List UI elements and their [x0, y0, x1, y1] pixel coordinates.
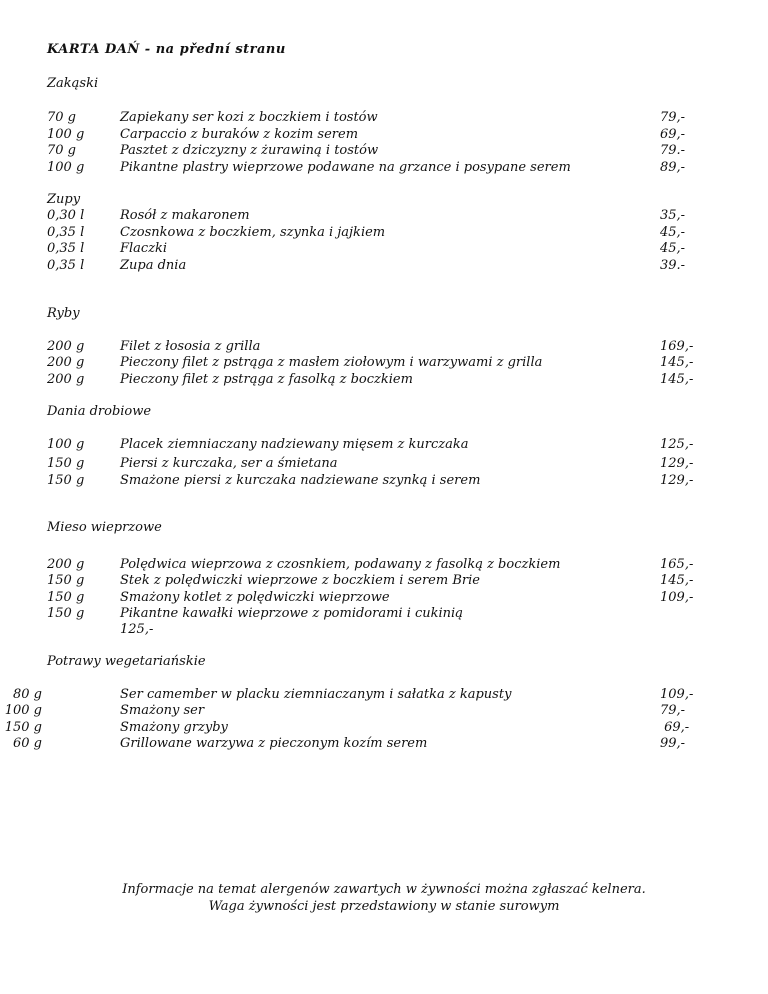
item-price: 79.- [660, 143, 686, 158]
item-name: Pikantne plastry wieprzowe podawane na grzance i posypane serem [120, 160, 571, 175]
item-price: 79,- [660, 110, 686, 125]
menu-item [0, 456, 768, 472]
item-name: Flaczki [120, 241, 168, 256]
footer-allergen-note: Informacje na temat alergenów zawartych w żywności można zgłaszać kelnera. [122, 882, 646, 897]
item-weight: 200 g [47, 339, 85, 354]
menu-item [0, 703, 768, 719]
item-price: 125,- [660, 437, 694, 452]
item-price: 69,- [660, 127, 686, 142]
item-price-wrapped: 125,- [120, 622, 154, 637]
footer-weight-note: Waga żywności jest przedstawiony w stanie surowym [208, 899, 560, 914]
item-price: 69,- [660, 720, 690, 735]
item-weight: 100 g [47, 160, 85, 175]
item-price: 145,- [660, 355, 694, 370]
item-price: 129,- [660, 473, 694, 488]
item-price: 145,- [660, 573, 694, 588]
item-name: Pasztet z dziczyzny z żurawiną i tostów [120, 143, 379, 158]
item-weight: 100 g [4, 703, 42, 718]
menu-item [0, 606, 768, 622]
item-price: 39.- [660, 258, 686, 273]
menu-item [0, 208, 768, 224]
item-name: Piersi z kurczaka, ser a śmietana [120, 456, 338, 471]
item-weight: 0,35 l [47, 225, 85, 240]
item-name: Smażony kotlet z polędwiczki wieprzowe [120, 590, 390, 605]
menu-item [0, 258, 768, 274]
menu-item [0, 437, 768, 453]
item-weight: 70 g [47, 110, 76, 125]
item-name: Pieczony filet z pstrąga z masłem ziołowym i warzywami z grilla [120, 355, 543, 370]
menu-item [0, 557, 768, 573]
section-heading-wege: Potrawy wegetariańskie [47, 654, 206, 669]
menu-item [0, 225, 768, 241]
item-price: 145,- [660, 372, 694, 387]
item-name: Placek ziemniaczany nadziewany mięsem z kurczaka [120, 437, 469, 452]
item-weight: 200 g [47, 372, 85, 387]
section-heading-zupy: Zupy [47, 192, 81, 207]
menu-item [0, 590, 768, 606]
item-weight: 60 g [13, 736, 42, 751]
section-heading-mieso: Mieso wieprzowe [47, 520, 162, 535]
item-weight: 150 g [47, 606, 85, 621]
item-weight: 150 g [47, 456, 85, 471]
item-weight: 150 g [4, 720, 42, 735]
item-price: 89,- [660, 160, 686, 175]
item-price: 169,- [660, 339, 694, 354]
menu-item [0, 355, 768, 371]
item-price: 79,- [660, 703, 686, 718]
item-name: Pikantne kawałki wieprzowe z pomidorami i cukinią [120, 606, 463, 621]
item-name: Filet z łososia z grilla [120, 339, 261, 354]
item-name: Smażony grzyby [120, 720, 228, 735]
menu-item [0, 160, 768, 176]
menu-item [0, 736, 768, 752]
item-weight: 200 g [47, 557, 85, 572]
item-name: Czosnkowa z boczkiem, szynka i jajkiem [120, 225, 386, 240]
item-name: Zapiekany ser kozi z boczkiem i tostów [120, 110, 378, 125]
menu-item [0, 372, 768, 388]
menu-item [0, 473, 768, 489]
item-price: 45,- [660, 241, 686, 256]
item-price: 99,- [660, 736, 686, 751]
menu-item [0, 720, 768, 736]
item-weight: 150 g [47, 573, 85, 588]
item-name: Zupa dnia [120, 258, 187, 273]
item-weight: 0,35 l [47, 241, 85, 256]
item-name: Polędwica wieprzowa z czosnkiem, podawany z fasolką z boczkiem [120, 557, 561, 572]
item-weight: 150 g [47, 590, 85, 605]
menu-item [0, 110, 768, 126]
item-price: 45,- [660, 225, 686, 240]
menu-item [0, 127, 768, 143]
item-name: Smażony ser [120, 703, 205, 718]
item-name: Smażone piersi z kurczaka nadziewane szynką i serem [120, 473, 481, 488]
item-price: 165,- [660, 557, 694, 572]
item-price: 109,- [660, 590, 694, 605]
item-weight: 100 g [47, 127, 85, 142]
menu-item [0, 143, 768, 159]
item-price: 129,- [660, 456, 694, 471]
item-name: Grillowane warzywa z pieczonym kozím serem [120, 736, 428, 751]
section-heading-ryby: Ryby [47, 306, 80, 321]
item-name: Carpaccio z buraków z kozim serem [120, 127, 359, 142]
section-heading-drob: Dania drobiowe [47, 404, 152, 419]
item-name: Stek z polędwiczki wieprzowe z boczkiem i serem Brie [120, 573, 480, 588]
item-price: 35,- [660, 208, 686, 223]
item-weight: 150 g [47, 473, 85, 488]
item-weight: 70 g [47, 143, 76, 158]
item-name: Ser camember w placku ziemniaczanym i sałatka z kapusty [120, 687, 512, 702]
menu-item [0, 573, 768, 589]
menu-item [0, 241, 768, 257]
menu-item [0, 687, 768, 703]
item-weight: 0,30 l [47, 208, 85, 223]
menu-item [0, 339, 768, 355]
item-name: Pieczony filet z pstrąga z fasolką z boczkiem [120, 372, 413, 387]
menu-title: KARTA DAŃ - na přední stranu [47, 42, 286, 57]
section-heading-zakaski: Zakąski [47, 76, 99, 91]
item-weight: 200 g [47, 355, 85, 370]
item-weight: 80 g [13, 687, 42, 702]
item-weight: 0,35 l [47, 258, 85, 273]
item-price: 109,- [660, 687, 694, 702]
item-name: Rosół z makaronem [120, 208, 250, 223]
item-weight: 100 g [47, 437, 85, 452]
